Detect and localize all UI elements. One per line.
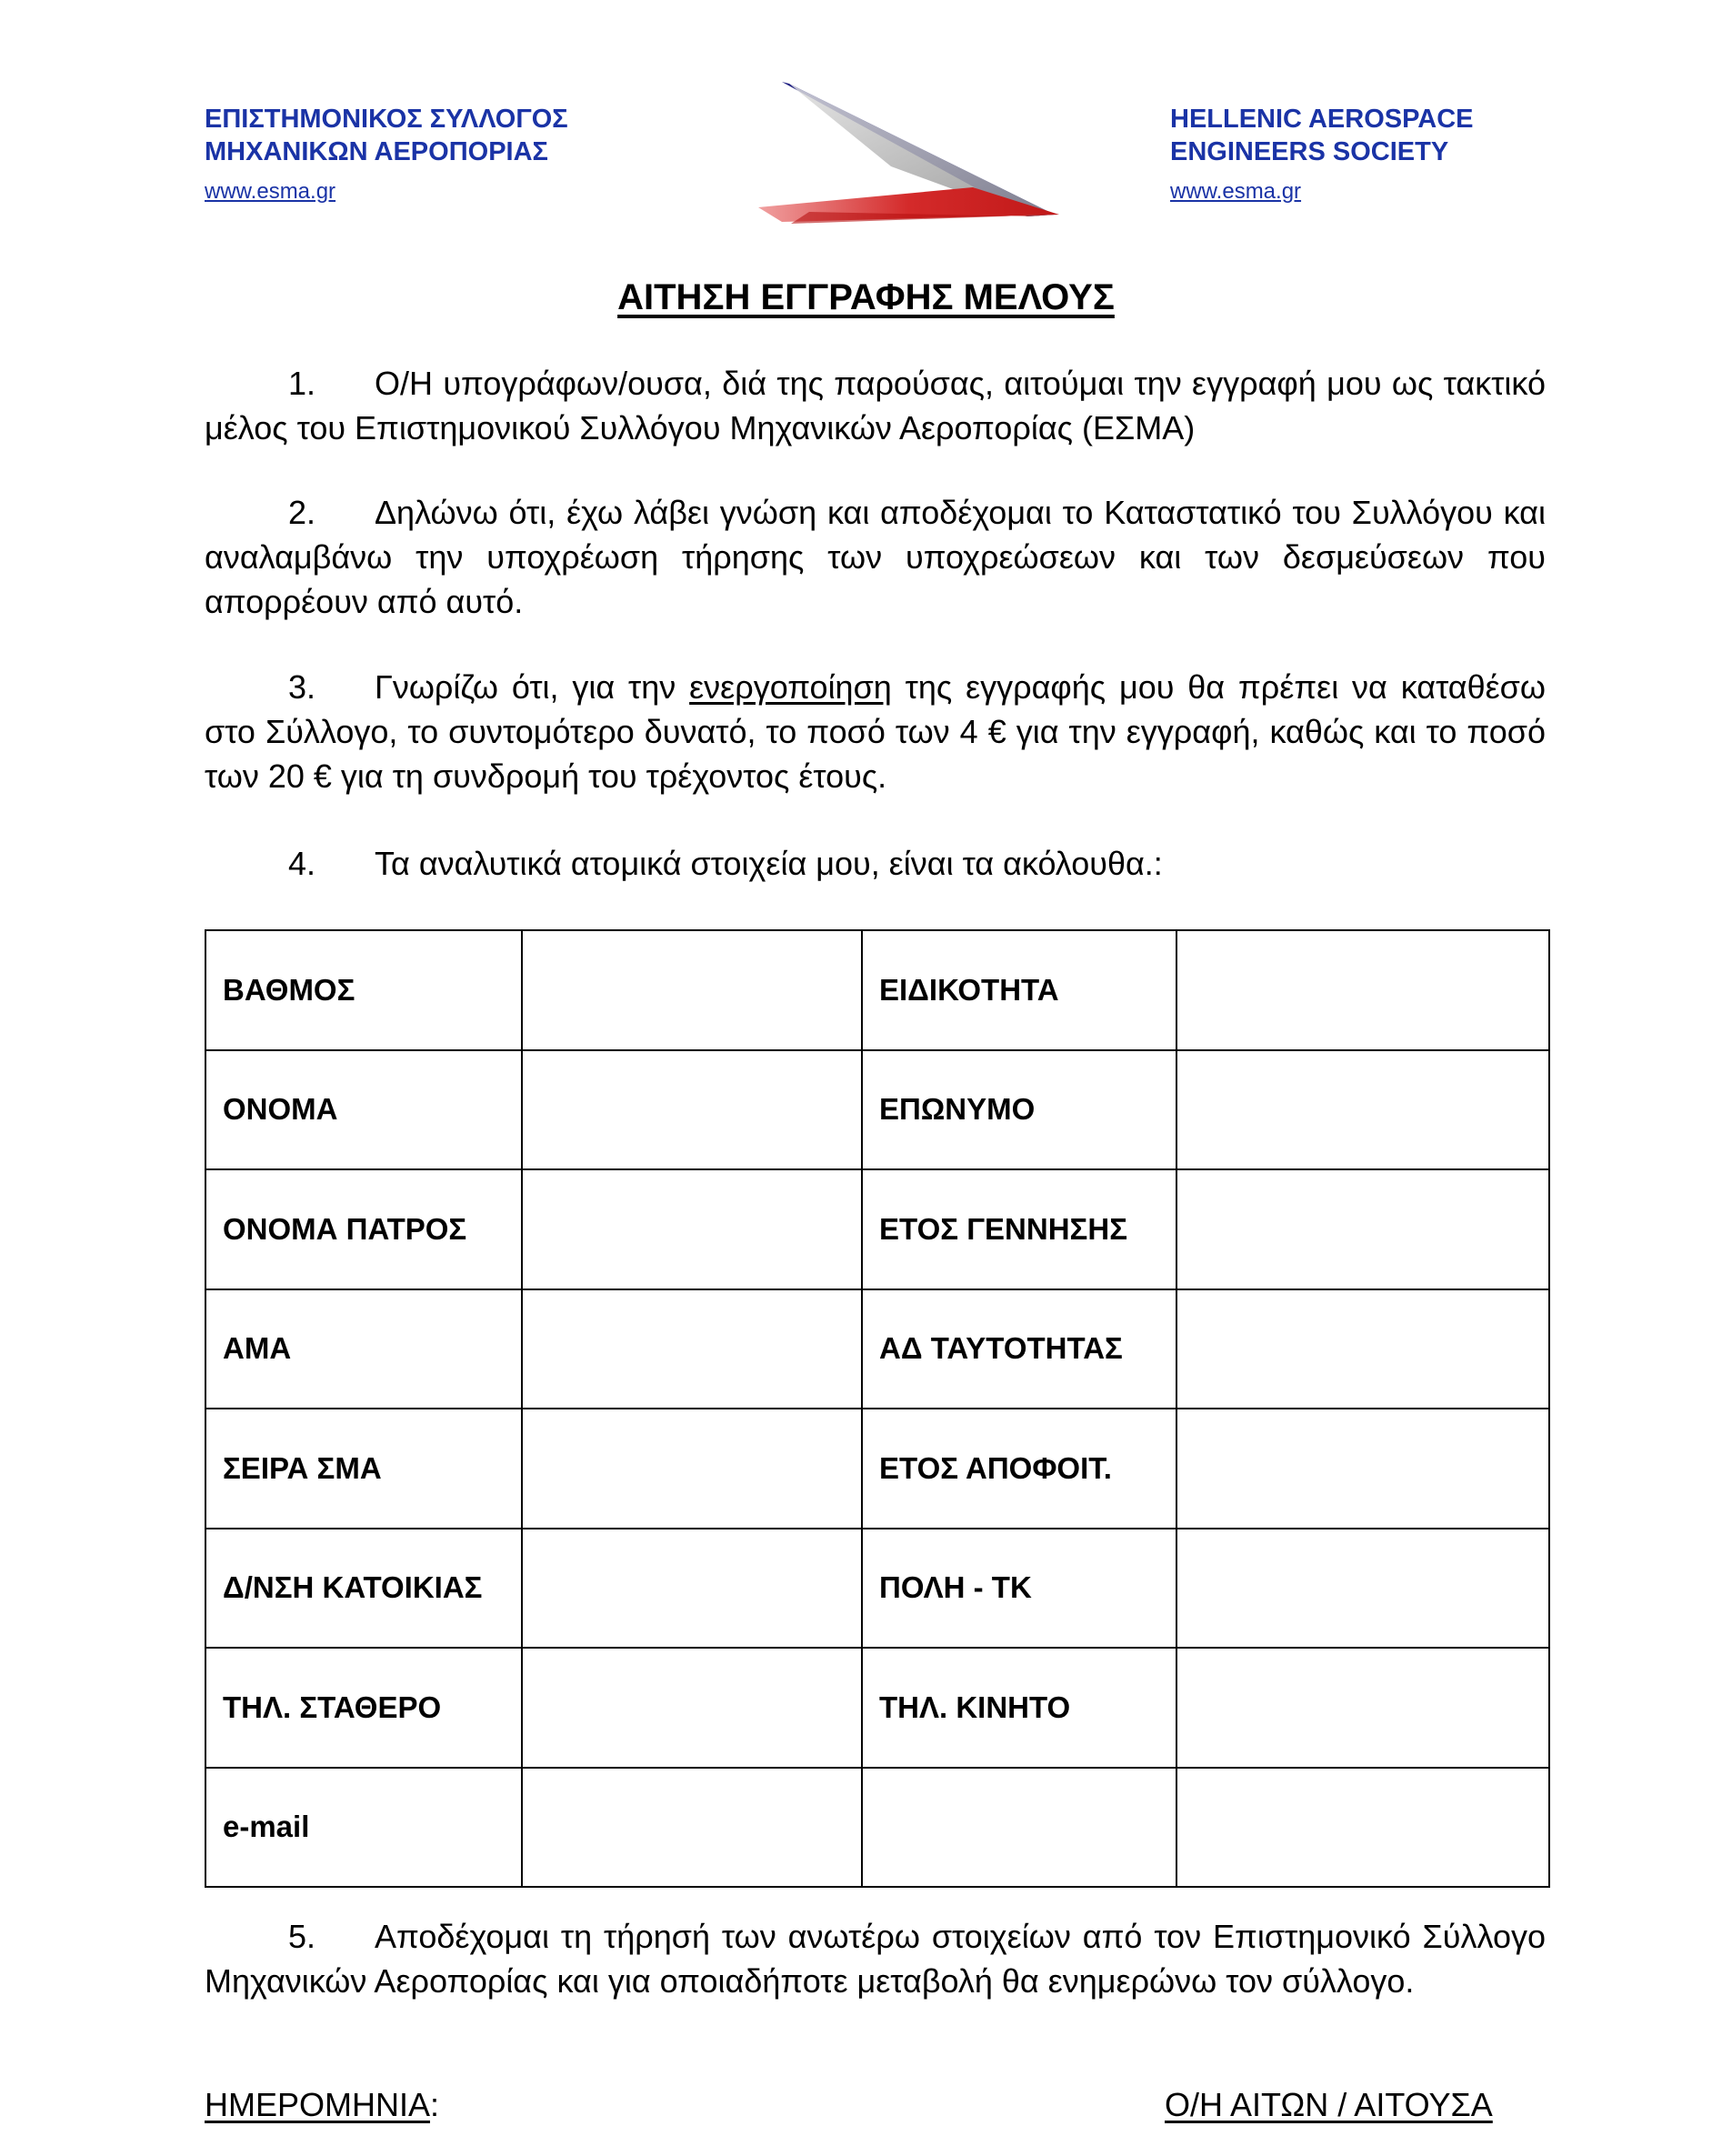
field-label: ΕΙΔΙΚΟΤΗΤΑ — [862, 930, 1176, 1050]
field-label: ΤΗΛ. ΣΤΑΘΕΡΟ — [205, 1648, 522, 1768]
paragraph-text: Δηλώνω ότι, έχω λάβει γνώση και αποδέχομαι το Καταστατικό του Συλλόγου και αναλαμβάνω την υποχρέωση τήρησης των υποχρεώσεων και των δεσμεύσεων που απορρέουν από αυτό. — [205, 494, 1546, 620]
field-value-input[interactable] — [1176, 1289, 1549, 1409]
table-row — [205, 1169, 1549, 1289]
field-value-input[interactable] — [522, 1648, 862, 1768]
field-label: ΕΤΟΣ ΓΕΝΝΗΣΗΣ — [862, 1169, 1176, 1289]
field-label: Δ/ΝΣΗ ΚΑΤΟΙΚΙΑΣ — [205, 1529, 522, 1649]
field-label: ΟΝΟΜΑ ΠΑΤΡΟΣ — [205, 1169, 522, 1289]
table-row — [205, 1289, 1549, 1409]
table-row — [205, 1409, 1549, 1529]
applicant-signature-field — [1165, 2082, 1493, 2128]
field-value-input[interactable] — [522, 1289, 862, 1409]
field-label: ΕΠΩΝΥΜΟ — [862, 1050, 1176, 1170]
field-value-input[interactable] — [1176, 1648, 1549, 1768]
website-link-left[interactable]: www.esma.gr — [205, 179, 336, 204]
date-field — [205, 2082, 439, 2128]
paragraph-number: 5. — [288, 1918, 316, 1955]
table-row — [205, 1768, 1549, 1888]
member-details-table — [205, 929, 1550, 1888]
field-value-input[interactable] — [522, 1529, 862, 1649]
org-name-line1: HELLENIC AEROSPACE — [1170, 105, 1474, 134]
paragraph-3 — [205, 665, 1546, 798]
field-value-input[interactable] — [522, 1050, 862, 1170]
website-link-right[interactable]: www.esma.gr — [1170, 179, 1302, 204]
field-value-input[interactable] — [1176, 1529, 1549, 1649]
paragraph-5 — [205, 1914, 1546, 2003]
org-name-greek — [205, 103, 568, 208]
table-row — [205, 1529, 1549, 1649]
esma-wing-logo-icon — [755, 80, 1064, 230]
table-row — [205, 1050, 1549, 1170]
date-suffix: : — [430, 2086, 440, 2123]
field-value-input[interactable] — [522, 930, 862, 1050]
paragraph-1 — [205, 361, 1546, 450]
underlined-term: ενεργοποίηση — [689, 668, 892, 706]
table-row — [205, 1648, 1549, 1768]
field-value-input[interactable] — [1176, 1409, 1549, 1529]
field-label: ΑΜΑ — [205, 1289, 522, 1409]
paragraph-text: Αποδέχομαι τη τήρησή των ανωτέρω στοιχείων από τον Επιστημονικό Σύλλογο Μηχανικών Αεροπορίας και για οποιαδήποτε μεταβολή θα ενημερώνω τον σύλλογο. — [205, 1918, 1546, 2000]
paragraph-text: Ο/Η υπογράφων/ουσα, διά της παρούσας, αιτούμαι την εγγραφή μου ως τακτικό μέλος του Επιστημονικού Συλλόγου Μηχανικών Αεροπορίας (ΕΣΜΑ) — [205, 365, 1546, 446]
table-row — [205, 930, 1549, 1050]
field-value-input[interactable] — [522, 1768, 862, 1888]
field-value-input[interactable] — [1176, 1169, 1549, 1289]
org-name-line1: ΕΠΙΣΤΗΜΟΝΙΚΟΣ ΣΥΛΛΟΓΟΣ — [205, 105, 568, 134]
org-name-line2: ENGINEERS SOCIETY — [1170, 137, 1449, 166]
org-name-english — [1170, 103, 1474, 208]
field-label: ΒΑΘΜΟΣ — [205, 930, 522, 1050]
paragraph-text-end: της εγγραφής μου θα πρέπει να καταθέσω στο Σύλλογο, το συντομότερο δυνατό, το ποσό των 4 € για την εγγραφή, καθώς και το ποσό των 20 € για τη συνδρομή του τρέχοντος έτους. — [205, 668, 1546, 795]
field-label — [862, 1768, 1176, 1888]
field-label: ΕΤΟΣ ΑΠΟΦΟΙΤ. — [862, 1409, 1176, 1529]
field-label: ΟΝΟΜΑ — [205, 1050, 522, 1170]
paragraph-text: Τα αναλυτικά ατομικά στοιχεία μου, είναι τα ακόλουθα.: — [375, 845, 1163, 882]
date-label: ΗΜΕΡΟΜΗΝΙΑ — [205, 2086, 431, 2123]
field-label: ΤΗΛ. ΚΙΝΗΤΟ — [862, 1648, 1176, 1768]
field-label: ΠΟΛΗ - ΤΚ — [862, 1529, 1176, 1649]
field-value-input[interactable] — [1176, 1050, 1549, 1170]
field-label: ΣΕΙΡΑ ΣΜΑ — [205, 1409, 522, 1529]
document-title — [0, 275, 1732, 320]
field-label: e-mail — [205, 1768, 522, 1888]
field-value-input[interactable] — [1176, 930, 1549, 1050]
field-value-input[interactable] — [522, 1409, 862, 1529]
document-title-text: ΑΙΤΗΣΗ ΕΓΓΡΑΦΗΣ ΜΕΛΟΥΣ — [617, 277, 1115, 317]
field-value-input[interactable] — [1176, 1768, 1549, 1888]
applicant-label: Ο/Η ΑΙΤΩΝ / ΑΙΤΟΥΣΑ — [1165, 2086, 1493, 2123]
paragraph-text-start: Γνωρίζω ότι, για την — [375, 668, 690, 706]
paragraph-2 — [205, 490, 1546, 624]
org-name-line2: ΜΗΧΑΝΙΚΩΝ ΑΕΡΟΠΟΡΙΑΣ — [205, 137, 548, 166]
paragraph-number: 3. — [288, 668, 316, 706]
field-label: ΑΔ ΤΑΥΤΟΤΗΤΑΣ — [862, 1289, 1176, 1409]
paragraph-number: 1. — [288, 365, 316, 402]
field-value-input[interactable] — [522, 1169, 862, 1289]
paragraph-number: 4. — [288, 845, 316, 882]
paragraph-4 — [205, 841, 1546, 886]
paragraph-number: 2. — [288, 494, 316, 531]
